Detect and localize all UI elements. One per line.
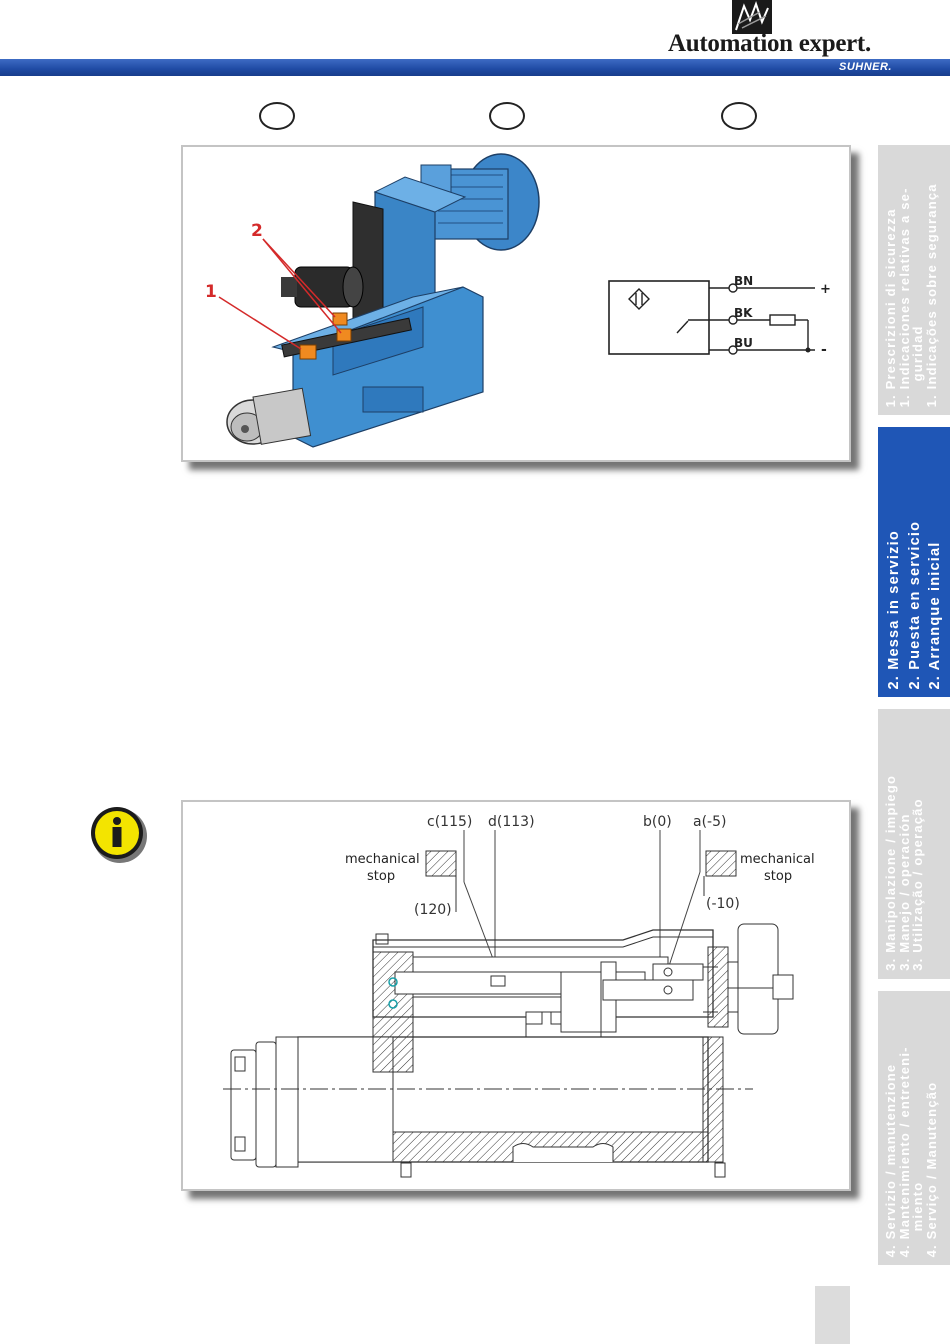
minus-label: - bbox=[821, 342, 827, 358]
wire-bn-label: BN bbox=[734, 274, 754, 288]
tab-maintenance-label: 4. Servizio / manutenzione 4. Mantenimiento / entreteni- miento 4. Serviço / Manutenção bbox=[883, 1045, 939, 1257]
limit-left-label: (120) bbox=[414, 902, 452, 918]
tab-operation-label: 3. Manipolazione / impiego 3. Manejo / operación 3. Utilização / operação bbox=[883, 775, 926, 971]
info-icon bbox=[90, 806, 148, 864]
tab-commissioning-label: 2. Messa in servizio 2. Puesta en servicio 2. Arranque inicial bbox=[886, 520, 943, 689]
proximity-sensor-symbol-icon bbox=[609, 274, 831, 358]
tab-safety[interactable] bbox=[878, 145, 950, 415]
spindle-nose bbox=[227, 388, 311, 444]
stroke-section-drawing bbox=[183, 802, 849, 1189]
figure-stroke-diagram bbox=[181, 800, 851, 1191]
wire-bk-label: BK bbox=[734, 306, 753, 320]
tab-maintenance[interactable] bbox=[878, 991, 950, 1265]
tab-safety-label: 1. Prescrizioni di sicurezza 1. Indicaciones relativas a se- guridad 1. Indicações sobre segurança bbox=[883, 182, 939, 407]
brand-name: Automation expert. bbox=[668, 30, 871, 57]
servo-drive bbox=[281, 267, 363, 307]
stop-right-line1: mechanical bbox=[740, 852, 815, 867]
position-a-label: a(-5) bbox=[693, 814, 727, 830]
position-d-label: d(113) bbox=[488, 814, 535, 830]
brand-subtitle: SUHNER. bbox=[838, 61, 892, 73]
machine-illustration bbox=[183, 147, 849, 460]
page-number-box bbox=[815, 1286, 850, 1344]
stop-left-line2: stop bbox=[367, 869, 396, 884]
figure-machine-sensor bbox=[181, 145, 851, 462]
stop-right-line2: stop bbox=[764, 869, 793, 884]
header-bar bbox=[0, 59, 950, 76]
callout-1: 1 bbox=[205, 282, 217, 302]
blank-circle-3 bbox=[721, 102, 757, 130]
tab-commissioning[interactable] bbox=[878, 427, 950, 697]
position-c-label: c(115) bbox=[427, 814, 473, 830]
blank-circle-1 bbox=[259, 102, 295, 130]
plus-label: + bbox=[820, 282, 831, 297]
callout-2: 2 bbox=[251, 221, 263, 241]
blank-circle-2 bbox=[489, 102, 525, 130]
stop-left-line1: mechanical bbox=[345, 852, 420, 867]
wire-bu-label: BU bbox=[734, 336, 753, 350]
limit-right-label: (-10) bbox=[706, 896, 740, 912]
position-b-label: b(0) bbox=[643, 814, 672, 830]
tab-operation[interactable] bbox=[878, 709, 950, 979]
